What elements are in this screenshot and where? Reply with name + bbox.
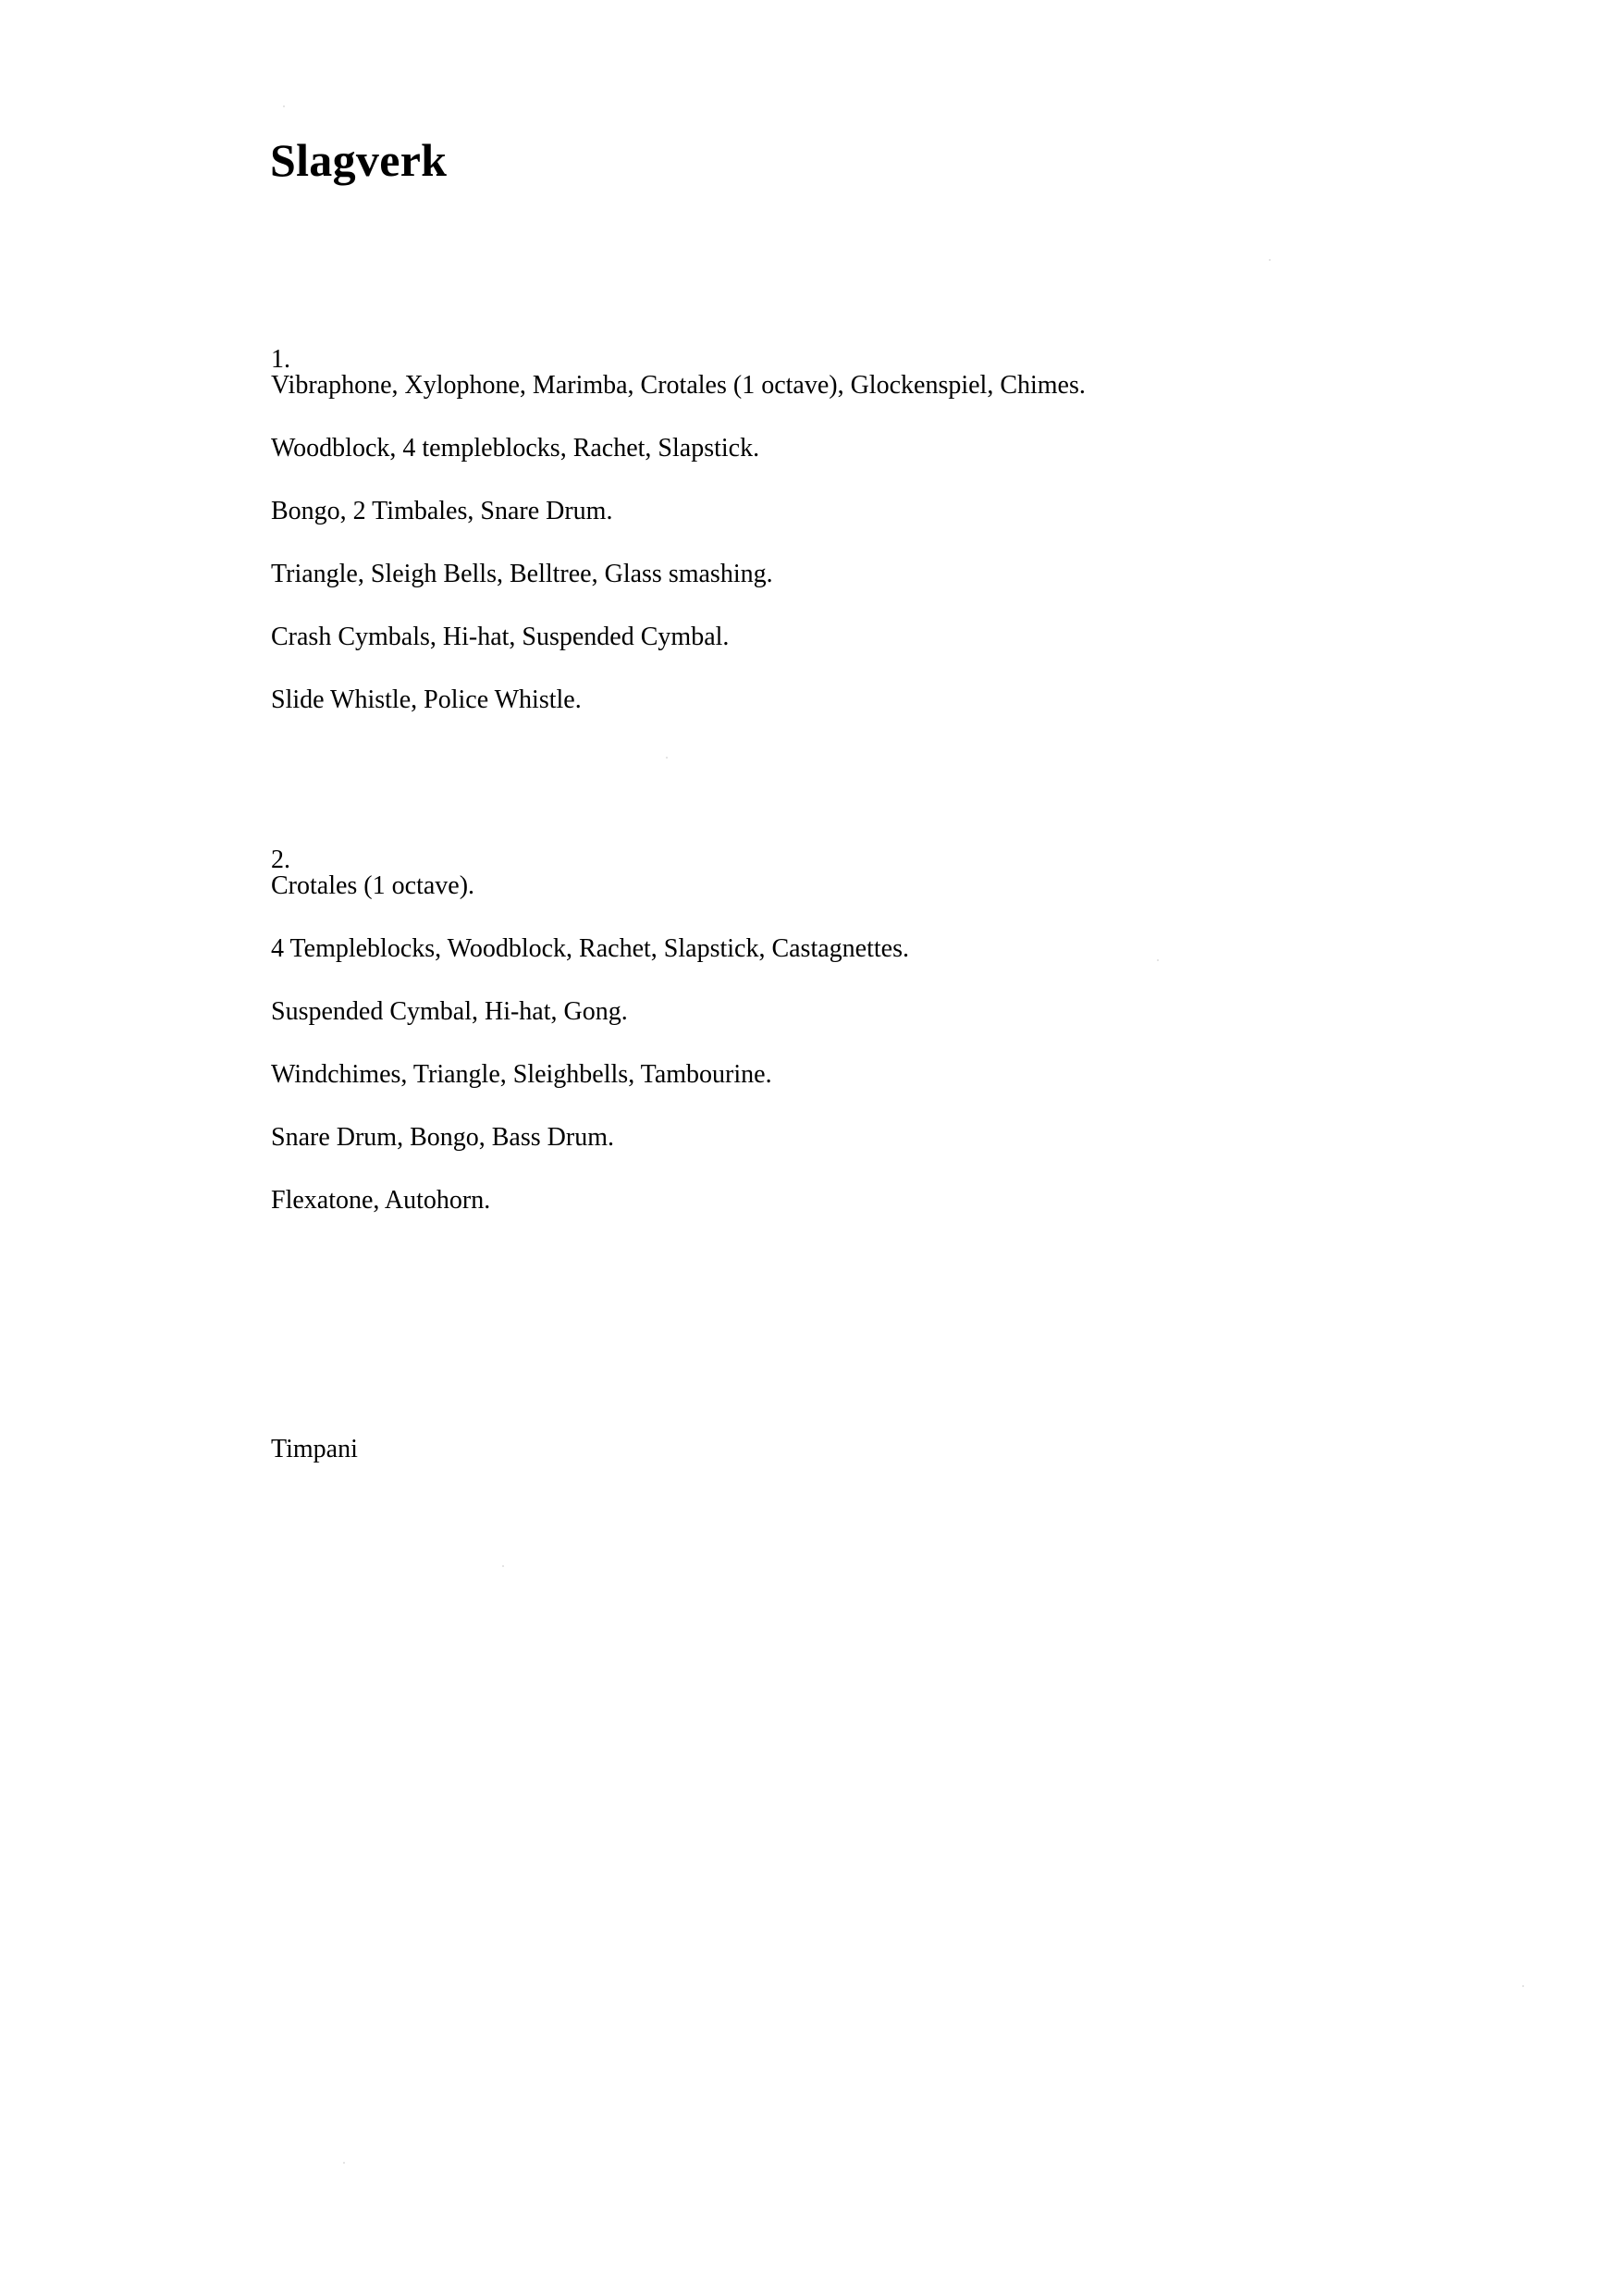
section-2-line-1: Crotales (1 octave). [271,871,475,900]
section-1-number: 1. [271,345,290,374]
section-2-line-3: Suspended Cymbal, Hi-hat, Gong. [271,997,628,1026]
section-1-line-2: Woodblock, 4 templeblocks, Rachet, Slapstick. [271,434,760,463]
section-1-line-3: Bongo, 2 Timbales, Snare Drum. [271,497,613,525]
section-2-line-2: 4 Templeblocks, Woodblock, Rachet, Slapstick, Castagnettes. [271,934,909,963]
section-2-line-4: Windchimes, Triangle, Sleighbells, Tambourine. [271,1060,772,1089]
scan-speck [1157,959,1159,961]
scan-speck [1269,259,1271,261]
section-1-line-4: Triangle, Sleigh Bells, Belltree, Glass smashing. [271,560,773,588]
scan-speck [502,1565,504,1567]
scan-speck [666,757,668,759]
page-title: Slagverk [270,134,448,186]
scan-speck [1522,1985,1524,1987]
section-2-line-6: Flexatone, Autohorn. [271,1186,491,1215]
scan-speck [343,2162,345,2164]
section-1-line-5: Crash Cymbals, Hi-hat, Suspended Cymbal. [271,623,730,651]
timpani-item: Timpani [271,1435,358,1463]
section-1-line-1: Vibraphone, Xylophone, Marimba, Crotales (1 octave), Glockenspiel, Chimes. [271,371,1086,400]
section-2-number: 2. [271,846,290,874]
section-2-line-5: Snare Drum, Bongo, Bass Drum. [271,1123,614,1152]
section-1-line-6: Slide Whistle, Police Whistle. [271,685,582,714]
scan-speck [283,105,285,107]
